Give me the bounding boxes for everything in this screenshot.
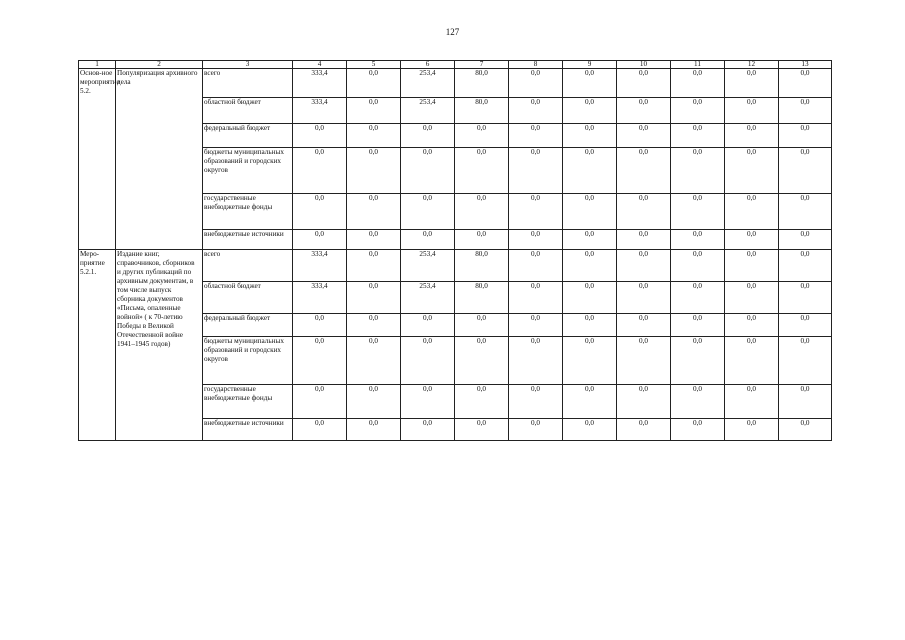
column-header-4: 4	[293, 61, 347, 69]
value-cell: 0,0	[617, 230, 671, 250]
value-cell: 0,0	[563, 314, 617, 337]
value-cell: 0,0	[671, 250, 725, 282]
value-cell: 0,0	[671, 98, 725, 124]
column-header-8: 8	[509, 61, 563, 69]
value-cell: 0,0	[455, 337, 509, 385]
value-cell: 80,0	[455, 250, 509, 282]
value-cell: 0,0	[509, 250, 563, 282]
value-cell: 0,0	[347, 250, 401, 282]
funding-source: внебюджетные источники	[203, 419, 293, 441]
value-cell: 0,0	[779, 385, 832, 419]
value-cell: 0,0	[563, 419, 617, 441]
budget-table-body	[79, 61, 832, 441]
value-cell: 0,0	[293, 337, 347, 385]
value-cell: 0,0	[725, 98, 779, 124]
value-cell: 0,0	[617, 148, 671, 194]
value-cell: 0,0	[779, 98, 832, 124]
value-cell: 0,0	[401, 124, 455, 148]
value-cell: 0,0	[293, 124, 347, 148]
value-cell: 0,0	[401, 314, 455, 337]
value-cell: 0,0	[563, 337, 617, 385]
value-cell: 0,0	[671, 419, 725, 441]
value-cell: 0,0	[347, 148, 401, 194]
value-cell: 0,0	[509, 194, 563, 230]
value-cell: 0,0	[563, 124, 617, 148]
value-cell: 253,4	[401, 250, 455, 282]
value-cell: 0,0	[725, 250, 779, 282]
value-cell: 0,0	[725, 124, 779, 148]
value-cell: 0,0	[725, 282, 779, 314]
activity-name: Популяризация архивного дела	[116, 69, 203, 250]
value-cell: 0,0	[347, 314, 401, 337]
value-cell: 80,0	[455, 282, 509, 314]
value-cell: 0,0	[725, 314, 779, 337]
value-cell: 0,0	[401, 337, 455, 385]
value-cell: 80,0	[455, 69, 509, 98]
value-cell: 0,0	[401, 230, 455, 250]
value-cell: 0,0	[563, 194, 617, 230]
value-cell: 0,0	[563, 98, 617, 124]
value-cell: 0,0	[293, 314, 347, 337]
funding-source: федеральный бюджет	[203, 124, 293, 148]
column-header-5: 5	[347, 61, 401, 69]
value-cell: 0,0	[725, 337, 779, 385]
value-cell: 0,0	[347, 124, 401, 148]
value-cell: 80,0	[455, 98, 509, 124]
value-cell: 0,0	[779, 314, 832, 337]
value-cell: 0,0	[779, 230, 832, 250]
value-cell: 0,0	[779, 250, 832, 282]
column-header-1: 1	[79, 61, 116, 69]
funding-source: государственные внебюджетные фонды	[203, 385, 293, 419]
value-cell: 0,0	[509, 282, 563, 314]
value-cell: 0,0	[509, 314, 563, 337]
value-cell: 0,0	[671, 337, 725, 385]
value-cell: 0,0	[617, 282, 671, 314]
funding-source: федеральный бюджет	[203, 314, 293, 337]
value-cell: 0,0	[563, 148, 617, 194]
value-cell: 0,0	[509, 148, 563, 194]
value-cell: 0,0	[563, 385, 617, 419]
funding-source: бюджеты муниципальных образований и городских округов	[203, 337, 293, 385]
column-header-11: 11	[671, 61, 725, 69]
value-cell: 0,0	[725, 148, 779, 194]
value-cell: 0,0	[401, 385, 455, 419]
value-cell: 0,0	[455, 194, 509, 230]
column-header-9: 9	[563, 61, 617, 69]
column-header-2: 2	[116, 61, 203, 69]
table-row	[79, 250, 832, 282]
value-cell: 0,0	[725, 230, 779, 250]
value-cell: 0,0	[509, 124, 563, 148]
value-cell: 0,0	[347, 69, 401, 98]
value-cell: 0,0	[293, 148, 347, 194]
value-cell: 0,0	[725, 69, 779, 98]
value-cell: 0,0	[509, 385, 563, 419]
value-cell: 0,0	[563, 282, 617, 314]
value-cell: 0,0	[617, 314, 671, 337]
column-header-7: 7	[455, 61, 509, 69]
value-cell: 0,0	[293, 194, 347, 230]
value-cell: 333,4	[293, 282, 347, 314]
value-cell: 0,0	[671, 282, 725, 314]
value-cell: 0,0	[725, 419, 779, 441]
value-cell: 253,4	[401, 98, 455, 124]
activity-code: Основ-ное мероприятие 5.2.	[79, 69, 116, 250]
value-cell: 0,0	[347, 98, 401, 124]
value-cell: 0,0	[617, 124, 671, 148]
value-cell: 0,0	[779, 69, 832, 98]
funding-source: областной бюджет	[203, 98, 293, 124]
value-cell: 0,0	[455, 314, 509, 337]
value-cell: 0,0	[671, 385, 725, 419]
funding-source: всего	[203, 250, 293, 282]
value-cell: 0,0	[617, 194, 671, 230]
value-cell: 0,0	[455, 385, 509, 419]
funding-source: областной бюджет	[203, 282, 293, 314]
header-row	[79, 61, 832, 69]
value-cell: 0,0	[401, 194, 455, 230]
value-cell: 0,0	[725, 385, 779, 419]
value-cell: 0,0	[725, 194, 779, 230]
value-cell: 0,0	[401, 148, 455, 194]
value-cell: 0,0	[671, 194, 725, 230]
value-cell: 0,0	[347, 385, 401, 419]
value-cell: 0,0	[509, 337, 563, 385]
value-cell: 0,0	[401, 419, 455, 441]
value-cell: 253,4	[401, 69, 455, 98]
value-cell: 253,4	[401, 282, 455, 314]
value-cell: 0,0	[563, 69, 617, 98]
value-cell: 0,0	[563, 250, 617, 282]
value-cell: 333,4	[293, 98, 347, 124]
page-number: 127	[445, 27, 460, 37]
value-cell: 0,0	[671, 69, 725, 98]
activity-name: Издание книг, справочников, сборников и других публикаций по архивным документам, в том числе выпуск сборника документов «Письма, опаленные войной» ( к 70-летию Победы в Великой Отечественной войне 1941–1945 годов)	[116, 250, 203, 441]
funding-source: всего	[203, 69, 293, 98]
value-cell: 0,0	[563, 230, 617, 250]
value-cell: 0,0	[617, 419, 671, 441]
value-cell: 0,0	[509, 230, 563, 250]
value-cell: 0,0	[779, 124, 832, 148]
column-header-12: 12	[725, 61, 779, 69]
value-cell: 333,4	[293, 69, 347, 98]
value-cell: 0,0	[779, 194, 832, 230]
value-cell: 0,0	[779, 148, 832, 194]
value-cell: 0,0	[671, 148, 725, 194]
value-cell: 0,0	[293, 230, 347, 250]
value-cell: 0,0	[617, 69, 671, 98]
value-cell: 0,0	[347, 194, 401, 230]
value-cell: 0,0	[509, 69, 563, 98]
table-row	[79, 69, 832, 98]
funding-source: бюджеты муниципальных образований и городских округов	[203, 148, 293, 194]
value-cell: 0,0	[347, 282, 401, 314]
value-cell: 0,0	[347, 230, 401, 250]
value-cell: 0,0	[455, 230, 509, 250]
value-cell: 0,0	[455, 419, 509, 441]
value-cell: 0,0	[671, 314, 725, 337]
value-cell: 0,0	[293, 385, 347, 419]
budget-table	[78, 60, 832, 441]
column-header-6: 6	[401, 61, 455, 69]
value-cell: 333,4	[293, 250, 347, 282]
value-cell: 0,0	[671, 230, 725, 250]
value-cell: 0,0	[779, 337, 832, 385]
value-cell: 0,0	[509, 98, 563, 124]
column-header-13: 13	[779, 61, 832, 69]
value-cell: 0,0	[347, 337, 401, 385]
value-cell: 0,0	[617, 98, 671, 124]
value-cell: 0,0	[455, 124, 509, 148]
value-cell: 0,0	[617, 385, 671, 419]
value-cell: 0,0	[779, 419, 832, 441]
funding-source: государственные внебюджетные фонды	[203, 194, 293, 230]
value-cell: 0,0	[617, 250, 671, 282]
value-cell: 0,0	[293, 419, 347, 441]
column-header-10: 10	[617, 61, 671, 69]
value-cell: 0,0	[347, 419, 401, 441]
funding-source: внебюджетные источники	[203, 230, 293, 250]
value-cell: 0,0	[455, 148, 509, 194]
value-cell: 0,0	[671, 124, 725, 148]
activity-code: Меро-приятие 5.2.1.	[79, 250, 116, 441]
column-header-3: 3	[203, 61, 293, 69]
value-cell: 0,0	[617, 337, 671, 385]
value-cell: 0,0	[779, 282, 832, 314]
value-cell: 0,0	[509, 419, 563, 441]
